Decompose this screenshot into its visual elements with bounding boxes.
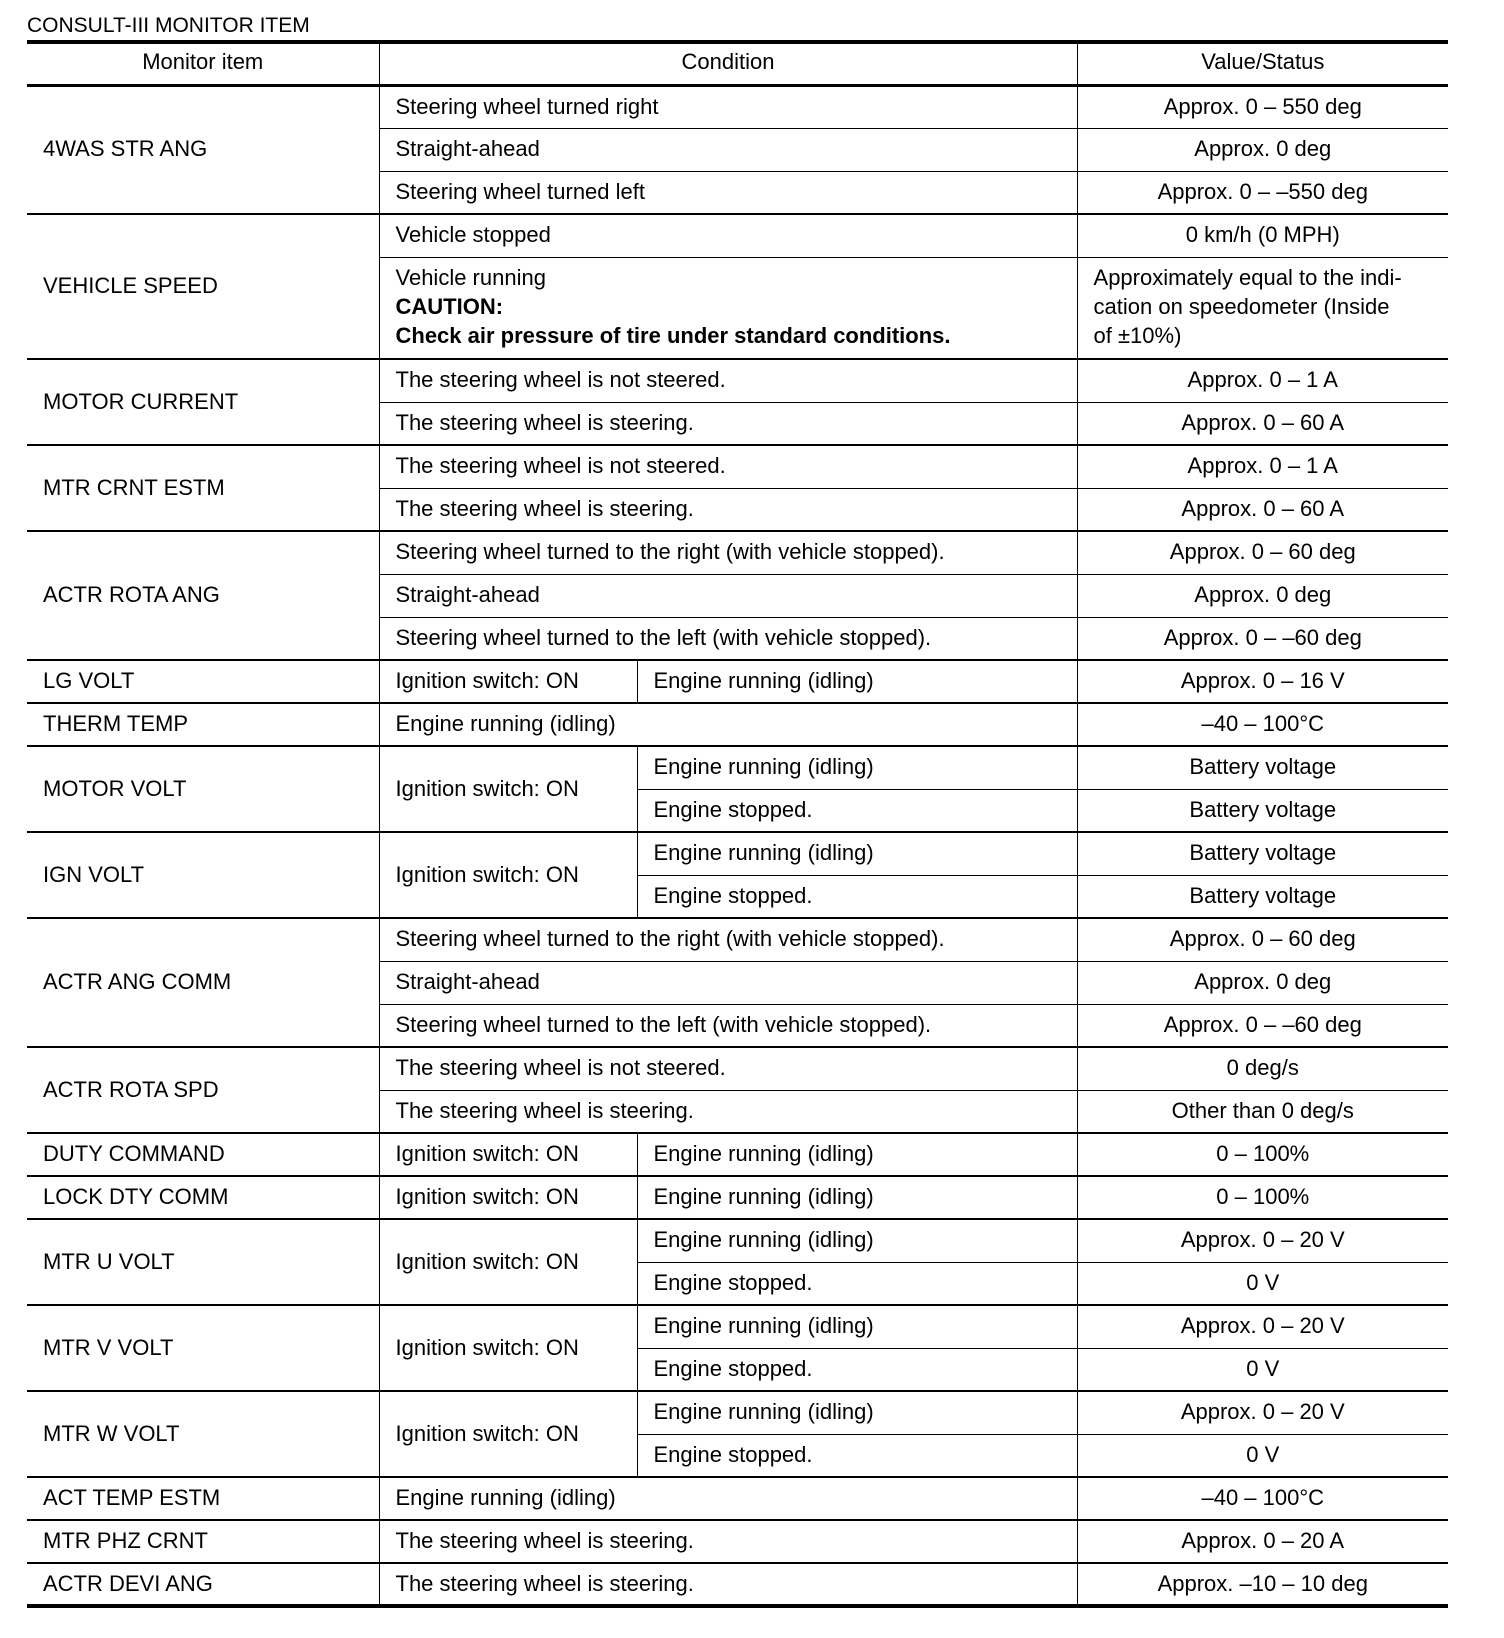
condition-cell: Engine stopped. [637,1434,1077,1477]
ignition-cell: Ignition switch: ON [379,832,637,918]
value-cell: Battery voltage [1077,789,1448,832]
value-line: Approximately equal to the indi- [1093,265,1402,291]
value-cell: Approx. 0 – 16 V [1077,660,1448,703]
value-cell: 0 deg/s [1077,1047,1448,1090]
value-cell: 0 – 100% [1077,1176,1448,1219]
condition-cell: Straight-ahead [379,128,1077,171]
value-cell: Battery voltage [1077,746,1448,789]
monitor-item-cell: DUTY COMMAND [27,1133,379,1176]
monitor-item-cell: MOTOR CURRENT [27,359,379,445]
value-line: of ±10%) [1093,323,1182,349]
header-value-status: Value/Status [1077,42,1448,85]
monitor-item-cell: MTR U VOLT [27,1219,379,1305]
condition-cell: The steering wheel is steering. [379,1520,1077,1563]
condition-cell: The steering wheel is not steered. [379,1047,1077,1090]
table-row [27,445,1448,488]
condition-cell: Straight-ahead [379,574,1077,617]
value-cell: Approx. 0 – 20 V [1077,1219,1448,1262]
header-row [27,42,1448,85]
condition-cell: Engine running (idling) [379,1477,1077,1520]
condition-line: Vehicle running [395,265,546,291]
value-cell: 0 V [1077,1434,1448,1477]
monitor-item-cell: LOCK DTY COMM [27,1176,379,1219]
value-cell: Approx. 0 – 60 deg [1077,918,1448,961]
monitor-item-cell: THERM TEMP [27,703,379,746]
monitor-item-cell: ACT TEMP ESTM [27,1477,379,1520]
ignition-cell: Ignition switch: ON [379,660,637,703]
monitor-item-cell: ACTR ANG COMM [27,918,379,1047]
table-row [27,918,1448,961]
table-row [27,1391,1448,1434]
condition-cell: Engine running (idling) [637,746,1077,789]
monitor-item-cell: MTR W VOLT [27,1391,379,1477]
table-row [27,1047,1448,1090]
table-row [27,703,1448,746]
table-row [27,1176,1448,1219]
table-row [27,832,1448,875]
ignition-cell: Ignition switch: ON [379,1219,637,1305]
table-row [27,1219,1448,1262]
condition-cell: Steering wheel turned left [379,171,1077,214]
condition-cell: Steering wheel turned to the right (with vehicle stopped). [379,918,1077,961]
monitor-item-cell: IGN VOLT [27,832,379,918]
value-cell [1077,257,1448,359]
condition-cell [379,257,1077,359]
value-cell: Battery voltage [1077,875,1448,918]
table-row [27,359,1448,402]
value-cell: Approx. 0 – 1 A [1077,445,1448,488]
monitor-item-cell: ACTR ROTA ANG [27,531,379,660]
condition-cell: Engine stopped. [637,789,1077,832]
value-cell: 0 – 100% [1077,1133,1448,1176]
ignition-cell: Ignition switch: ON [379,1305,637,1391]
condition-cell: The steering wheel is steering. [379,402,1077,445]
condition-cell: Engine running (idling) [637,1391,1077,1434]
value-cell: Approx. 0 – 60 A [1077,402,1448,445]
value-cell: Approx. 0 – 20 A [1077,1520,1448,1563]
value-cell: Approx. 0 – –60 deg [1077,617,1448,660]
condition-cell: Steering wheel turned to the left (with vehicle stopped). [379,1004,1077,1047]
value-cell: Approx. 0 – –60 deg [1077,1004,1448,1047]
condition-cell: Engine running (idling) [379,703,1077,746]
value-cell: 0 V [1077,1262,1448,1305]
table-row [27,85,1448,128]
condition-cell: Straight-ahead [379,961,1077,1004]
monitor-item-cell: MTR V VOLT [27,1305,379,1391]
value-cell: 0 km/h (0 MPH) [1077,214,1448,257]
condition-cell: The steering wheel is steering. [379,1563,1077,1606]
condition-cell: The steering wheel is steering. [379,488,1077,531]
value-cell: Approx. 0 – 1 A [1077,359,1448,402]
monitor-item-cell: LG VOLT [27,660,379,703]
condition-cell: Engine running (idling) [637,1176,1077,1219]
condition-cell: The steering wheel is not steered. [379,445,1077,488]
condition-cell: Engine stopped. [637,1262,1077,1305]
condition-cell: Engine running (idling) [637,1305,1077,1348]
value-cell: Approx. 0 deg [1077,961,1448,1004]
monitor-item-cell: MTR CRNT ESTM [27,445,379,531]
value-cell: Other than 0 deg/s [1077,1090,1448,1133]
condition-cell: Engine stopped. [637,1348,1077,1391]
monitor-item-cell: VEHICLE SPEED [27,214,379,359]
monitor-item-cell: ACTR DEVI ANG [27,1563,379,1606]
monitor-item-cell: MOTOR VOLT [27,746,379,832]
table-row [27,746,1448,789]
table-row [27,531,1448,574]
table-row [27,1563,1448,1606]
monitor-table [27,40,1448,1608]
condition-cell: Vehicle stopped [379,214,1077,257]
table-row [27,660,1448,703]
table-row [27,1305,1448,1348]
condition-cell: Engine running (idling) [637,832,1077,875]
monitor-item-cell: ACTR ROTA SPD [27,1047,379,1133]
value-line: cation on speedometer (Inside [1093,294,1390,320]
condition-cell: Steering wheel turned to the left (with vehicle stopped). [379,617,1077,660]
condition-cell: The steering wheel is steering. [379,1090,1077,1133]
table-row [27,1133,1448,1176]
value-cell: –40 – 100°C [1077,1477,1448,1520]
value-cell: Approx. 0 – 60 deg [1077,531,1448,574]
value-cell: Approx. 0 deg [1077,574,1448,617]
header-monitor-item: Monitor item [27,42,379,85]
condition-cell: Engine stopped. [637,875,1077,918]
condition-cell: The steering wheel is not steered. [379,359,1077,402]
table-row [27,1520,1448,1563]
ignition-cell: Ignition switch: ON [379,746,637,832]
value-cell: Battery voltage [1077,832,1448,875]
value-cell: Approx. 0 – 20 V [1077,1305,1448,1348]
table-row [27,1477,1448,1520]
header-condition: Condition [379,42,1077,85]
value-cell: Approx. 0 deg [1077,128,1448,171]
monitor-item-cell: MTR PHZ CRNT [27,1520,379,1563]
value-cell: Approx. –10 – 10 deg [1077,1563,1448,1606]
value-cell: 0 V [1077,1348,1448,1391]
condition-cell: Engine running (idling) [637,1133,1077,1176]
value-cell: Approx. 0 – 60 A [1077,488,1448,531]
ignition-cell: Ignition switch: ON [379,1391,637,1477]
condition-cell: Engine running (idling) [637,1219,1077,1262]
monitor-item-cell: 4WAS STR ANG [27,85,379,214]
caution-label: CAUTION: [395,294,504,320]
condition-cell: Steering wheel turned right [379,85,1077,128]
value-cell: –40 – 100°C [1077,703,1448,746]
table-row [27,214,1448,257]
value-cell: Approx. 0 – –550 deg [1077,171,1448,214]
value-cell: Approx. 0 – 20 V [1077,1391,1448,1434]
condition-cell: Engine running (idling) [637,660,1077,703]
condition-cell: Steering wheel turned to the right (with vehicle stopped). [379,531,1077,574]
value-cell: Approx. 0 – 550 deg [1077,85,1448,128]
page-title: CONSULT-III MONITOR ITEM [27,14,310,37]
ignition-cell: Ignition switch: ON [379,1176,637,1219]
caution-text: Check air pressure of tire under standard conditions. [395,323,951,349]
ignition-cell: Ignition switch: ON [379,1133,637,1176]
